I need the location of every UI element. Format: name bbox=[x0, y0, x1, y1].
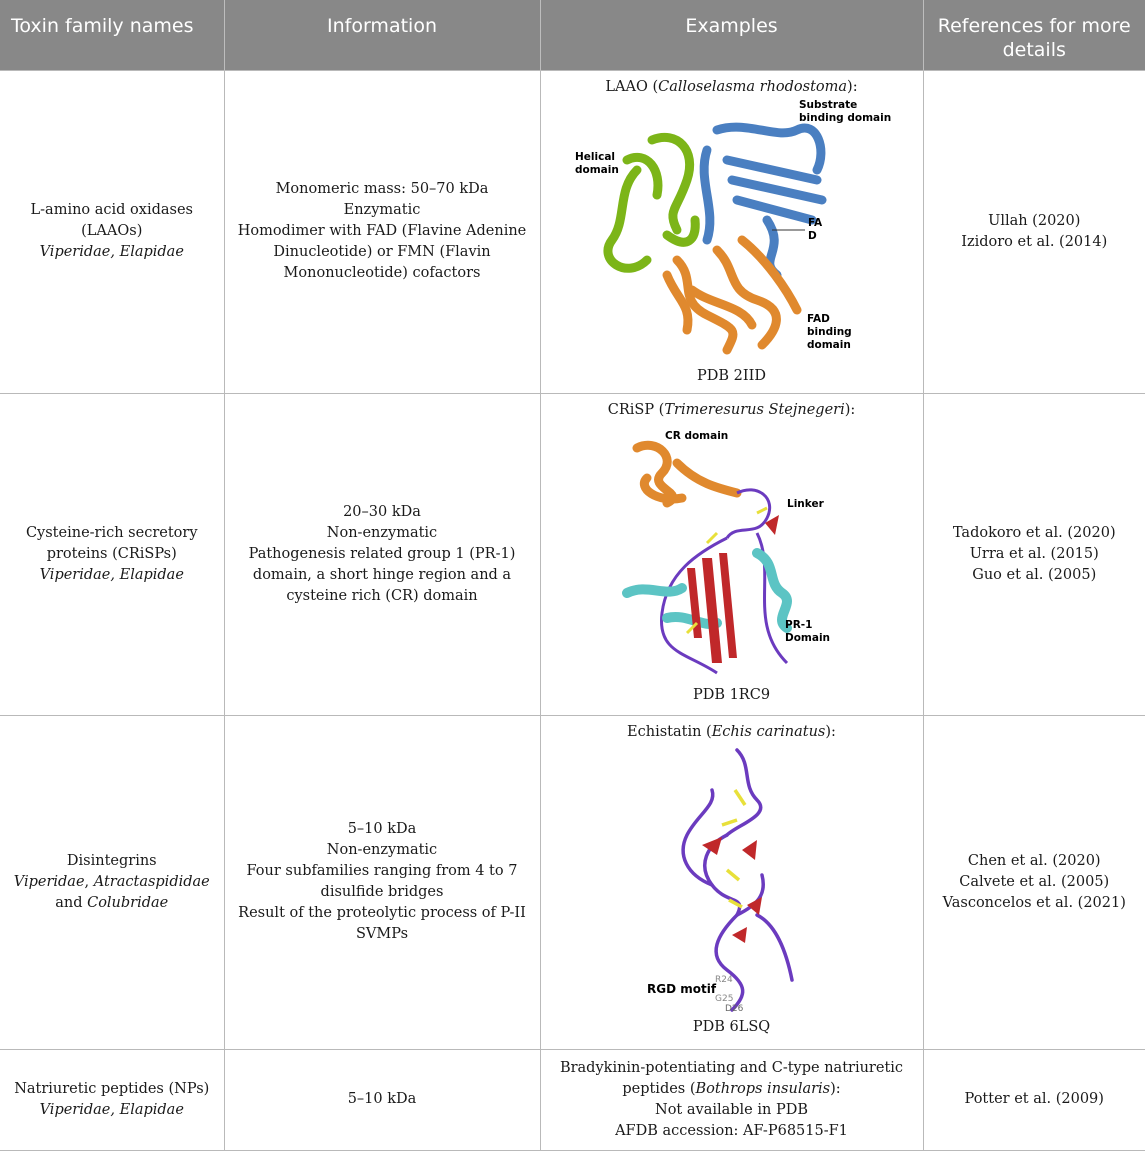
example-cell bbox=[540, 393, 923, 715]
protein-structure-echistatin bbox=[617, 745, 847, 1017]
references-cell bbox=[923, 393, 1145, 715]
label-fad-binding: binding bbox=[806, 325, 852, 338]
example-title: Echistatin (Echis carinatus): bbox=[627, 723, 836, 740]
header-references: References for more details bbox=[923, 0, 1145, 70]
label-d: D bbox=[807, 229, 817, 242]
info-line: Enzymatic bbox=[343, 202, 421, 218]
label-linker: Linker bbox=[786, 497, 824, 510]
info-line: Non-enzymatic bbox=[326, 524, 438, 541]
info-cell bbox=[224, 70, 540, 393]
info-line: Homodimer with FAD (Flavine Adenine Dinucleotide) or FMN (Flavin Mononucleotide) cofactors bbox=[237, 223, 527, 281]
references-cell bbox=[923, 70, 1145, 393]
info-line: Result of the proteolytic process of P-II SVMPs bbox=[238, 905, 526, 942]
info-line: Non-enzymatic bbox=[326, 842, 438, 858]
references-cell bbox=[923, 1049, 1145, 1150]
info-cell bbox=[224, 1049, 540, 1150]
label-substrate: Substrate bbox=[798, 99, 857, 111]
label-binding-domain: binding domain bbox=[798, 111, 891, 124]
label-fad-domain: domain bbox=[806, 338, 851, 351]
family-cell bbox=[0, 393, 224, 715]
header-information: Information bbox=[224, 0, 540, 70]
family-name: L-amino acid oxidases (LAAOs) bbox=[30, 202, 193, 239]
family-taxa: Viperidae, Elapidae bbox=[39, 1101, 184, 1118]
table-row bbox=[0, 1049, 1145, 1150]
family-taxa: Viperidae, Elapidae bbox=[39, 566, 184, 583]
pdb-id: PDB 1RC9 bbox=[692, 686, 771, 703]
example-line: Not available in PDB bbox=[655, 1101, 808, 1118]
label-fa: FA bbox=[807, 216, 822, 229]
example-cell bbox=[540, 715, 923, 1049]
header-examples: Examples bbox=[540, 0, 923, 70]
reference: Calvete et al. (2005) bbox=[959, 873, 1110, 890]
table-row bbox=[0, 70, 1145, 393]
info-line: Monomeric mass: 50–70 kDa bbox=[275, 181, 489, 197]
reference: Urra et al. (2015) bbox=[969, 545, 1099, 562]
reference: Chen et al. (2020) bbox=[967, 852, 1101, 869]
label-pr1: PR-1 bbox=[784, 618, 812, 631]
reference: Tadokoro et al. (2020) bbox=[952, 524, 1116, 541]
reference: Potter et al. (2009) bbox=[964, 1091, 1104, 1107]
label-helical: Helical bbox=[574, 150, 615, 163]
header-row bbox=[0, 0, 1145, 70]
info-line: 5–10 kDa bbox=[347, 1091, 417, 1107]
info-line: Pathogenesis related group 1 (PR-1) domain, a short hinge region and a cysteine rich (CR) domain bbox=[248, 545, 516, 604]
family-cell bbox=[0, 70, 224, 393]
reference: Ullah (2020) bbox=[988, 212, 1081, 229]
info-line: Four subfamilies ranging from 4 to 7 disulfide bridges bbox=[246, 863, 518, 900]
example-cell bbox=[540, 70, 923, 393]
info-cell bbox=[224, 715, 540, 1049]
info-line: 20–30 kDa bbox=[343, 503, 421, 520]
label-pr1-domain: Domain bbox=[784, 631, 830, 644]
family-cell bbox=[0, 1049, 224, 1150]
family-name: Disintegrins bbox=[66, 852, 157, 869]
info-cell bbox=[224, 393, 540, 715]
family-cell bbox=[0, 715, 224, 1049]
fad-domain-orange bbox=[667, 240, 797, 350]
references-cell bbox=[923, 715, 1145, 1049]
family-taxa: Viperidae, Atractaspididae and Colubridae bbox=[13, 873, 210, 911]
protein-structure-crisp bbox=[607, 423, 857, 685]
reference: Izidoro et al. (2014) bbox=[961, 233, 1108, 250]
label-helical-domain: domain bbox=[574, 163, 619, 176]
example-title: LAAO (Calloselasma rhodostoma): bbox=[605, 78, 858, 95]
family-name: Cysteine-rich secretory proteins (CRiSPs) bbox=[25, 524, 198, 562]
family-taxa: Viperidae, Elapidae bbox=[39, 244, 184, 260]
helical-domain-green bbox=[607, 137, 694, 268]
table-row bbox=[0, 715, 1145, 1049]
example-title: CRiSP (Trimeresurus Stejnegeri): bbox=[607, 401, 856, 418]
label-r24: R24 bbox=[714, 974, 733, 985]
label-rgd-motif: RGD motif bbox=[646, 981, 716, 996]
label-g25: G25 bbox=[714, 993, 733, 1004]
example-line: AFDB accession: AF-P68515-F1 bbox=[615, 1122, 848, 1139]
example-title: Bradykinin-potentiating and C-type natriuretic peptides (Bothrops insularis): bbox=[559, 1059, 904, 1097]
label-d26: D26 bbox=[724, 1003, 743, 1014]
table-row bbox=[0, 393, 1145, 715]
info-line: 5–10 kDa bbox=[347, 821, 417, 837]
pdb-id: PDB 6LSQ bbox=[692, 1018, 771, 1035]
header-family: Toxin family names bbox=[0, 0, 224, 70]
reference: Vasconcelos et al. (2021) bbox=[942, 894, 1126, 911]
sheet-red bbox=[702, 837, 762, 943]
protein-structure-laao bbox=[567, 100, 897, 366]
example-cell bbox=[540, 1049, 923, 1150]
family-name: Natriuretic peptides (NPs) bbox=[14, 1080, 210, 1097]
label-fad: FAD bbox=[806, 312, 830, 325]
pdb-id: PDB 2IID bbox=[697, 367, 766, 384]
label-cr-domain: CR domain bbox=[664, 429, 728, 442]
reference: Guo et al. (2005) bbox=[972, 566, 1097, 583]
cr-domain-orange bbox=[637, 445, 737, 503]
